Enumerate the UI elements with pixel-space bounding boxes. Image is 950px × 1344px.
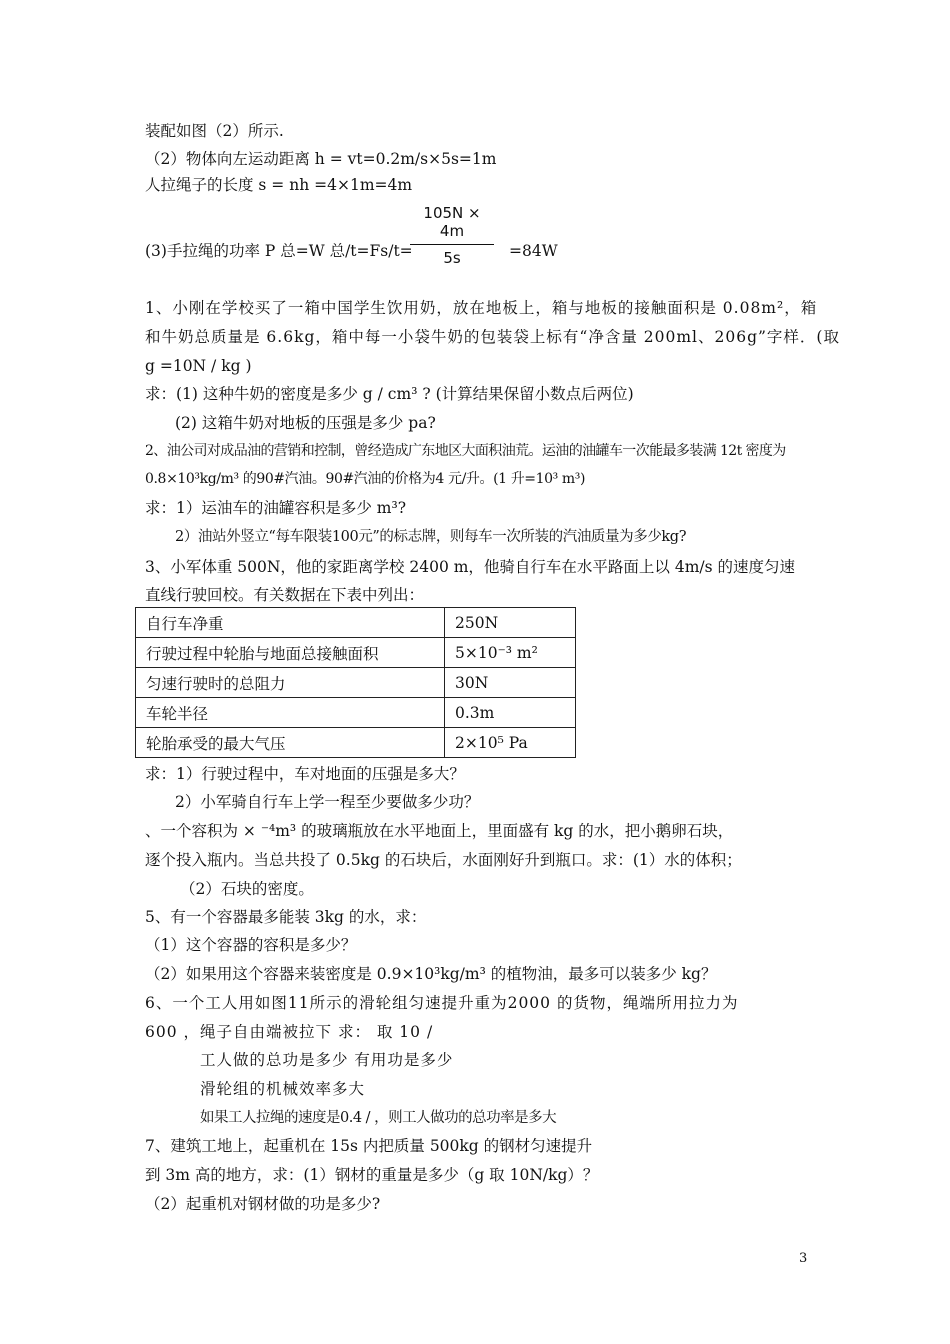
q5-line-3: （2）如果用这个容器来装密度是 0.9×10³kg/m³ 的植物油，最多可以装多少 kg？: [145, 965, 717, 983]
table-row: [136, 668, 576, 698]
solution-line-4: (3)手拉绳的功率 P 总=W 总/t=Fs/t=: [145, 242, 413, 260]
q2-line-3: 求：1）运油车的油罐容积是多少 m³?: [145, 499, 407, 517]
q4-line-1: 、一个容积为 × ⁻⁴m³ 的玻璃瓶放在水平地面上，里面盛有 kg 的水，把小鹅卵石块，: [145, 822, 734, 840]
q4-line-3: （2）石块的密度。: [180, 880, 314, 898]
q4-line-2: 逐个投入瓶内。当总共投了 0.5kg 的石块后，水面刚好升到瓶口。求：(1）水的体积；: [145, 851, 742, 869]
solution-line-1: 装配如图（2）所示.: [145, 122, 284, 140]
solution-line-2: （2）物体向左运动距离 h = vt=0.2m/s×5s=1m: [145, 150, 497, 168]
q6-line-5: 如果工人拉绳的速度是0.4 / ，则工人做功的总功率是多大: [200, 1110, 557, 1126]
table-row: [136, 728, 576, 758]
q7-line-1: 7、建筑工地上，起重机在 15s 内把质量 500kg 的钢材匀速提升: [145, 1137, 593, 1155]
fraction-numerator: 105N × 4m: [410, 204, 494, 245]
solution-line-3: 人拉绳子的长度 s = nh =4×1m=4m: [145, 176, 413, 194]
table-cell: 自行车净重: [136, 608, 445, 638]
table-cell: 2×10⁵ Pa: [445, 728, 576, 758]
bicycle-data-table: [135, 607, 576, 758]
q2-line-4: 2）油站外竖立“每车限装100元”的标志牌，则每车一次所装的汽油质量为多少kg?: [175, 529, 687, 545]
table-cell: 0.3m: [445, 698, 576, 728]
q3-line-2: 直线行驶回校。有关数据在下表中列出：: [145, 586, 425, 604]
q6-line-1: 6、一个工人用如图11所示的滑轮组匀速提升重为2000 的货物，绳端所用拉力为: [145, 994, 739, 1012]
table-cell: 车轮半径: [136, 698, 445, 728]
q6-line-2: 600 ，绳子自由端被拉下 求： 取 10 /: [145, 1023, 434, 1041]
q1-line-1: 1、小刚在学校买了一箱中国学生饮用奶，放在地板上，箱与地板的接触面积是 0.08m²，箱: [145, 299, 818, 317]
table-cell: 30N: [445, 668, 576, 698]
fraction-denominator: 5s: [443, 249, 461, 267]
q1-line-4: 求：(1) 这种牛奶的密度是多少 g / cm³ ? (计算结果保留小数点后两位): [145, 385, 634, 403]
q6-line-3: 工人做的总功是多少 有用功是多少: [200, 1051, 454, 1069]
table-cell: 匀速行驶时的总阻力: [136, 668, 445, 698]
q2-line-1: 2、油公司对成品油的营销和控制，曾经造成广东地区大面积油荒。运油的油罐车一次能最多装满 12t 密度为: [145, 443, 786, 459]
power-fraction: [410, 204, 494, 267]
q6-line-4: 滑轮组的机械效率多大: [200, 1080, 366, 1098]
q7-line-2: 到 3m 高的地方，求：(1）钢材的重量是多少（g 取 10N/kg）？: [145, 1166, 599, 1184]
q1-line-3: g =10N / kg ): [145, 357, 252, 375]
table-cell: 5×10⁻³ m²: [445, 638, 576, 668]
q7-line-3: （2）起重机对钢材做的功是多少?: [145, 1195, 381, 1213]
solution-result: =84W: [509, 242, 558, 260]
table-row: [136, 608, 576, 638]
q3-line-1: 3、小军体重 500N，他的家距离学校 2400 m，他骑自行车在水平路面上以 4m/s 的速度匀速: [145, 558, 796, 576]
q3-line-4: 2）小军骑自行车上学一程至少要做多少功？: [175, 793, 480, 811]
q3-line-3: 求：1）行驶过程中，车对地面的压强是多大？: [145, 765, 465, 783]
q5-line-2: （1）这个容器的容积是多少？: [145, 936, 357, 954]
q1-line-2: 和牛奶总质量是 6.6kg，箱中每一小袋牛奶的包装袋上标有“净含量 200ml、206g”字样．(取: [145, 328, 840, 346]
table-row: [136, 698, 576, 728]
table-cell: 250N: [445, 608, 576, 638]
page-number: 3: [799, 1251, 808, 1266]
q1-line-5: (2) 这箱牛奶对地板的压强是多少 pa?: [175, 414, 436, 432]
table-row: [136, 638, 576, 668]
table-cell: 行驶过程中轮胎与地面总接触面积: [136, 638, 445, 668]
q5-line-1: 5、有一个容器最多能装 3kg 的水，求：: [145, 908, 427, 926]
table-cell: 轮胎承受的最大气压: [136, 728, 445, 758]
q2-line-2: 0.8×10³kg/m³ 的90#汽油。90#汽油的价格为4 元/升。(1 升=10³ m³): [145, 471, 586, 487]
